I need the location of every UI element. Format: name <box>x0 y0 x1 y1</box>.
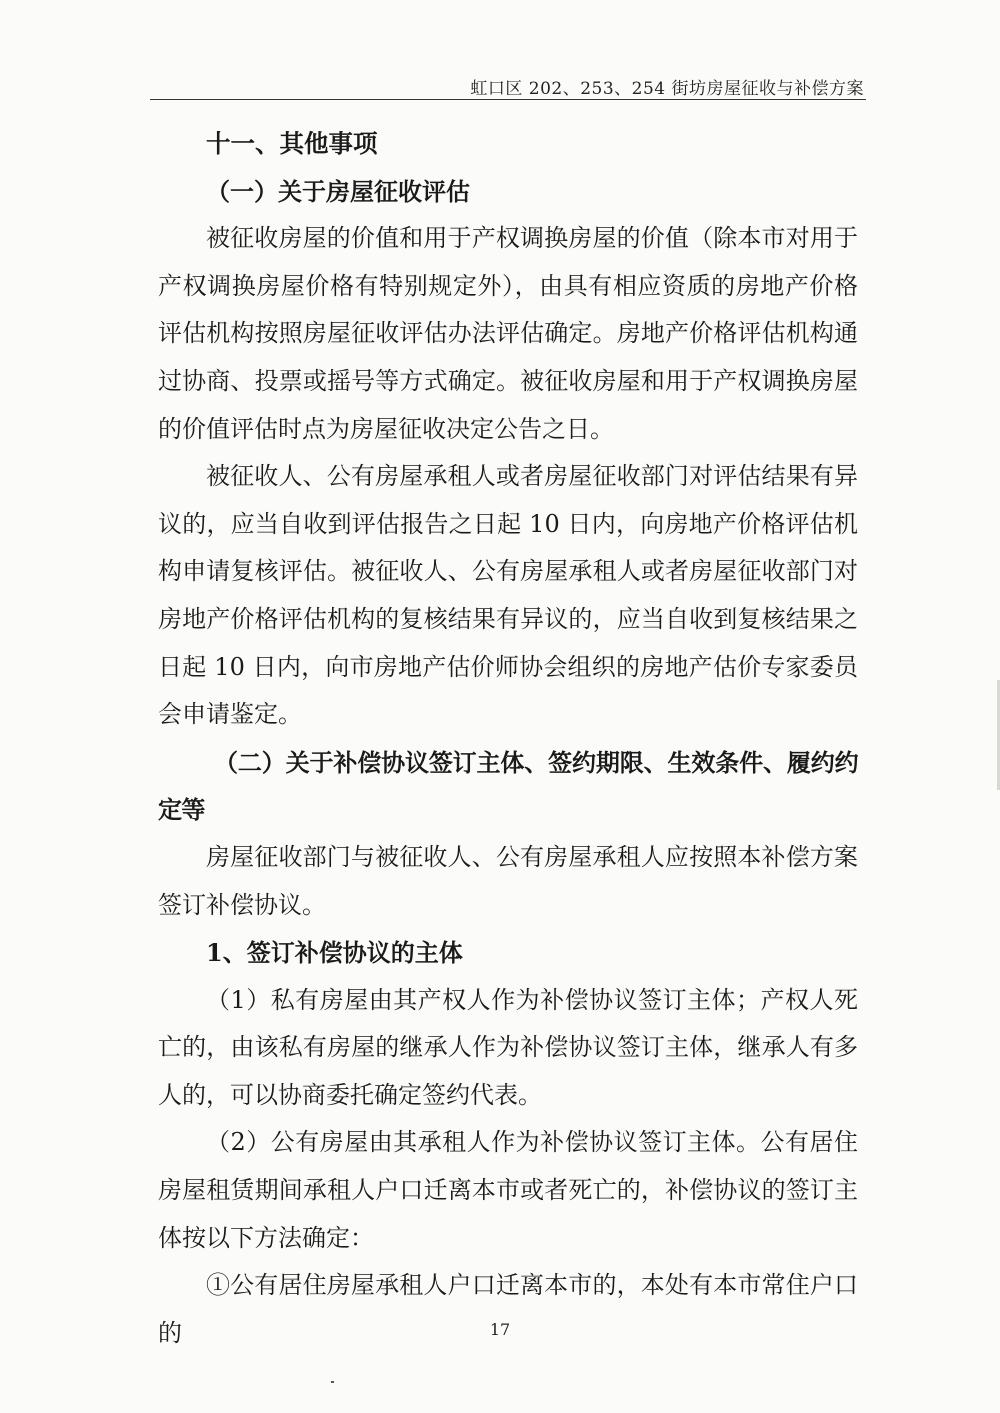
paragraph-public-house: （2）公有房屋由其承租人作为补偿协议签订主体。公有居住房屋租赁期间承租人户口迁离本市或者死亡的，补偿协议的签订主体按以下方法确定： <box>158 1128 858 1252</box>
paragraph-public-house-item-1: ①公有居住房屋承租人户口迁离本市的，本处有本市常住户口的 <box>158 1271 858 1347</box>
header-rule <box>150 99 866 100</box>
paragraph-evaluation-objection: 被征收人、公有房屋承租人或者房屋征收部门对评估结果有异议的，应当自收到评估报告之日起 10 日内，向房地产价格评估机构申请复核评估。被征收人、公有房屋承租人或者房屋征收部门对房地产价格评估机构的复核结果有异议的，应当自收到复核结果之日起 10 日内，向市房地产估价师协会组织的房地产估价专家委员会申请鉴定。 <box>158 462 858 729</box>
paragraph-evaluation-value: 被征收房屋的价值和用于产权调换房屋的价值（除本市对用于产权调换房屋价格有特别规定外），由具有相应资质的房地产价格评估机构按照房屋征收评估办法评估确定。房地产价格评估机构通过协商、投票或摇号等方式确定。被征收房屋和用于产权调换房屋的价值评估时点为房屋征收决定公告之日。 <box>158 224 858 443</box>
section-heading-other-matters: 十一、其他事项 <box>206 129 378 158</box>
subsection-heading-signing-subject: 1、签订补偿协议的主体 <box>206 938 463 968</box>
subsection-heading-agreement: （二）关于补偿协议签订主体、签约期限、生效条件、履约约定等 <box>158 747 858 825</box>
page-number: 17 <box>489 1320 511 1339</box>
subsection-heading-evaluation: （一）关于房屋征收评估 <box>206 176 470 206</box>
scan-speck <box>331 1381 334 1383</box>
paragraph-private-house: （1）私有房屋由其产权人作为补偿协议签订主体；产权人死亡的，由该私有房屋的继承人作为补偿协议签订主体，继承人有多人的，可以协商委托确定签约代表。 <box>158 985 858 1109</box>
running-header: 虹口区 202、253、254 街坊房屋征收与补偿方案 <box>470 79 864 99</box>
document-body <box>158 120 858 1357</box>
paragraph-agreement-intro: 房屋征收部门与被征收人、公有房屋承租人应按照本补偿方案签订补偿协议。 <box>158 842 858 919</box>
